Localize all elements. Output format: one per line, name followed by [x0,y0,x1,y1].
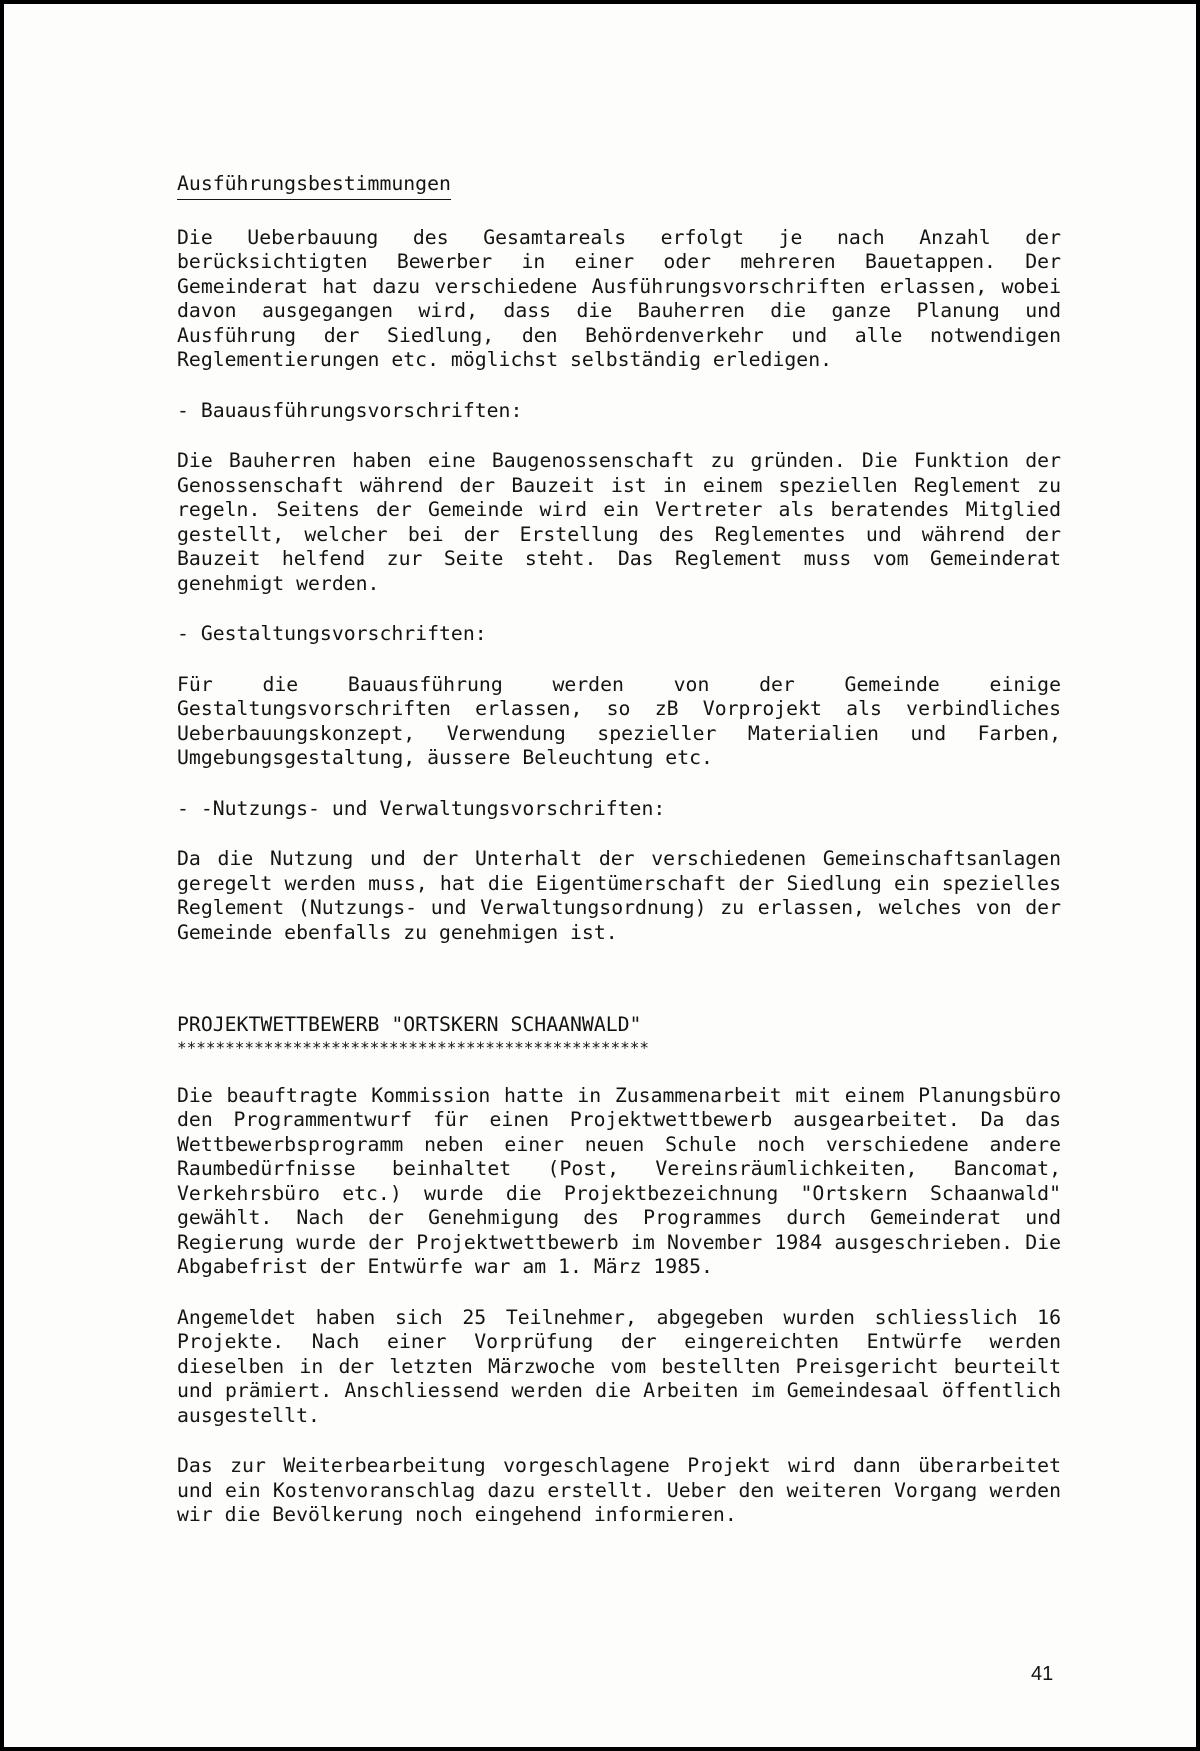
document-page [4,4,1196,1747]
item-label-bauausfuehrung: - Bauausführungsvorschriften: [177,398,523,422]
paragraph-teilnehmer: Angemeldet haben sich 25 Teilnehmer, abgegeben wurden schliesslich 16 Projekte. Nach einer Vorprüfung der eingereichten Entwürfe werden dieselben in der letzten Märzwoche vom bestellten Preisgericht beurteilt und prämiert. Anschliessend werden die Arbeiten im Gemeindesaal öffentlich ausgestellt. [177,1305,1061,1427]
intro-paragraph: Die Ueberbauung des Gesamtareals erfolgt je nach Anzahl der berücksichtigten Bewerber in einer oder mehreren Bauetappen. Der Gemeinderat hat dazu verschiedene Ausführungsvorschriften erlassen, wobei davon ausgegangen wird, dass die Bauherren die ganze Planung und Ausführung der Siedlung, den Behördenverkehr und alle notwendigen Reglementierungen etc. möglichst selbständig erledigen. [177,225,1061,371]
item-text-gestaltung: Für die Bauausführung werden von der Gemeinde einige Gestaltungsvorschriften erlassen, so zB Vorprojekt als verbindliches Ueberbauungskonzept, Verwendung spezieller Materialien und Farben, Umgebungsgestaltung, äussere Beleuchtung etc. [177,672,1061,769]
item-text-bauausfuehrung: Die Bauherren haben eine Baugenossenschaft zu gründen. Die Funktion der Genossenschaft während der Bauzeit ist in einem speziellen Reglement zu regeln. Seitens der Gemeinde wird ein Vertreter als beratendes Mitglied gestellt, welcher bei der Erstellung des Reglementes und während der Bauzeit helfend zur Seite steht. Das Reglement muss vom Gemeinderat genehmigt werden. [177,449,1061,595]
paragraph-kommission: Die beauftragte Kommission hatte in Zusammenarbeit mit einem Planungsbüro den Programmentwurf für einen Projektwettbewerb ausgearbeitet. Da das Wettbewerbsprogramm neben einer neuen Schule noch verschiedene andere Raumbedürfnisse beinhaltet (Post, Vereinsräumlichkeiten, Bancomat, Verkehrsbüro etc.) wurde die Projektbezeichnung "Ortskern Schaanwald" gewählt. Nach der Genehmigung des Programmes durch Gemeinderat und Regierung wurde der Projektwettbewerb im November 1984 ausgeschrieben. Die Abgabefrist der Entwürfe war am 1. März 1985. [177,1083,1061,1278]
item-text-nutzung: Da die Nutzung und der Unterhalt der verschiedenen Gemeinschaftsanlagen geregelt werden muss, hat die Eigentümerschaft der Siedlung ein spezielles Reglement (Nutzungs- und Verwaltungsordnung) zu erlassen, welches von der Gemeinde ebenfalls zu genehmigen ist. [177,847,1061,944]
paragraph-weiterbearbeitung: Das zur Weiterbearbeitung vorgeschlagene Projekt wird dann überarbeitet und ein Kostenvoranschlag dazu erstellt. Ueber den weiteren Vorgang werden wir die Bevölkerung noch eingehend informieren. [177,1454,1061,1526]
section-heading-ausfuehrung: Ausführungsbestimmungen [177,172,451,200]
section-heading-wettbewerb: PROJEKTWETTBEWERB "ORTSKERN SCHAANWALD" [177,1013,642,1036]
item-label-nutzung: - -Nutzungs- und Verwaltungsvorschriften: [177,796,666,820]
page-number: 41 [1031,1663,1054,1685]
heading-star-underline: ************************************************* [177,1037,650,1057]
document-content [177,172,1061,1528]
item-label-gestaltung: - Gestaltungsvorschriften: [177,622,487,645]
